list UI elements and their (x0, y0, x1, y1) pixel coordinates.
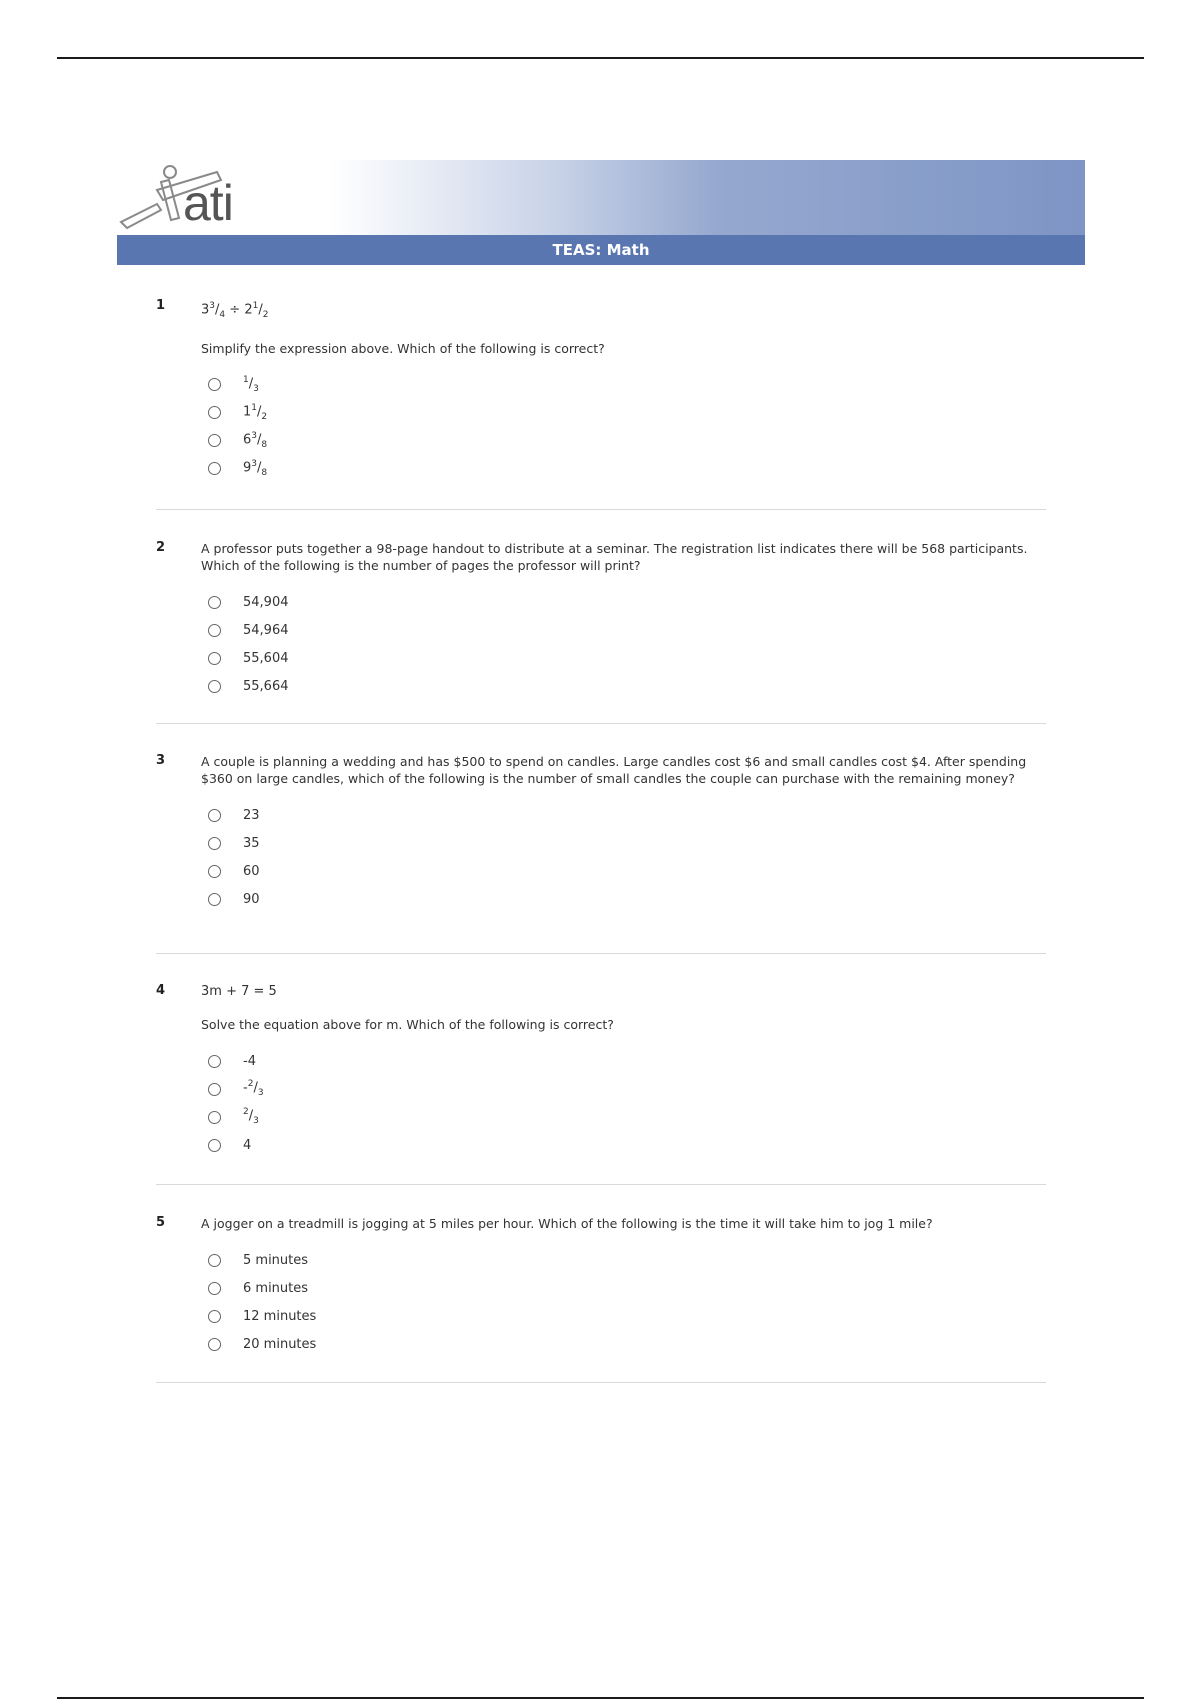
answer-option[interactable] (201, 1246, 1046, 1274)
radio-button[interactable] (208, 1338, 221, 1351)
question-number: 3 (156, 753, 166, 768)
option-label: 23 (243, 807, 260, 823)
answer-option[interactable] (201, 1274, 1046, 1302)
option-label: 5 minutes (243, 1252, 309, 1268)
option-label: 35 (243, 835, 260, 851)
option-label: 55,604 (243, 650, 289, 666)
option-label: 6 minutes (243, 1280, 309, 1296)
answer-option[interactable] (201, 1047, 1046, 1075)
option-label: $^1/_3$ (243, 374, 259, 394)
option-label: $6^3/_8$ (243, 430, 268, 450)
ati-banner (117, 160, 1085, 235)
question-number: 1 (156, 298, 166, 313)
answer-option[interactable] (201, 857, 1046, 885)
option-label: $1^1/_2$ (243, 402, 268, 422)
option-label: 55,664 (243, 678, 289, 694)
option-label: 60 (243, 863, 260, 879)
answer-option[interactable] (201, 672, 1046, 700)
bottom-rule (57, 1697, 1144, 1699)
radio-button[interactable] (208, 378, 221, 391)
answer-option[interactable] (201, 371, 1046, 399)
radio-button[interactable] (208, 865, 221, 878)
answer-option[interactable] (201, 427, 1046, 455)
question-divider (156, 1382, 1046, 1383)
option-label: 12 minutes (243, 1308, 317, 1324)
question-number: 2 (156, 540, 166, 555)
radio-button[interactable] (208, 893, 221, 906)
question-expression: $3^3/_4 \div 2^1/_2$ (201, 301, 269, 320)
option-label: $-^2/_3$ (243, 1079, 264, 1098)
radio-button[interactable] (208, 624, 221, 637)
question-text: Simplify the expression above. Which of the following is correct? (201, 340, 605, 356)
page-title: TEAS: Math (117, 235, 1085, 265)
option-label: $9^3/_8$ (243, 458, 268, 478)
option-label: 54,964 (243, 622, 289, 638)
radio-button[interactable] (208, 1310, 221, 1323)
radio-button[interactable] (208, 462, 221, 475)
radio-button[interactable] (208, 1111, 221, 1124)
question-number: 5 (156, 1215, 166, 1230)
answer-option[interactable] (201, 1075, 1046, 1103)
answer-option[interactable] (201, 801, 1046, 829)
answer-option[interactable] (201, 616, 1046, 644)
top-rule (57, 57, 1144, 59)
radio-button[interactable] (208, 596, 221, 609)
option-label: -4 (243, 1053, 256, 1069)
radio-button[interactable] (208, 1282, 221, 1295)
radio-button[interactable] (208, 809, 221, 822)
radio-button[interactable] (208, 1083, 221, 1096)
question-divider (156, 509, 1046, 510)
answer-option[interactable] (201, 399, 1046, 427)
radio-button[interactable] (208, 652, 221, 665)
radio-button[interactable] (208, 1055, 221, 1068)
radio-button[interactable] (208, 434, 221, 447)
answer-option[interactable] (201, 829, 1046, 857)
question-expression: 3m + 7 = 5 (201, 984, 277, 999)
question-number: 4 (156, 983, 166, 998)
question-text: A professor puts together a 98-page handout to distribute at a seminar. The registration list indicates there will be 568 participants. Which of the following is the number of pages the professor will print? (201, 541, 1028, 573)
answer-option[interactable] (201, 455, 1046, 483)
option-label: 20 minutes (243, 1336, 317, 1352)
question-text: Solve the equation above for m. Which of the following is correct? (201, 1017, 614, 1032)
option-label: 54,904 (243, 594, 289, 610)
option-label: 4 (243, 1137, 252, 1153)
question-divider (156, 953, 1046, 954)
ati-logo-text: ati (183, 175, 233, 231)
answer-option[interactable] (201, 1103, 1046, 1131)
question-divider (156, 723, 1046, 724)
radio-button[interactable] (208, 680, 221, 693)
question-text: A couple is planning a wedding and has $500 to spend on candles. Large candles cost $6 and small candles cost $4. After spending $360 on large candles, which of the following is the number of small candles the couple can purchase with the remaining money? (201, 754, 1027, 786)
option-label: 90 (243, 891, 260, 907)
answer-option[interactable] (201, 588, 1046, 616)
question-divider (156, 1184, 1046, 1185)
question-text: A jogger on a treadmill is jogging at 5 miles per hour. Which of the following is the time it will take him to jog 1 mile? (201, 1216, 933, 1231)
radio-button[interactable] (208, 837, 221, 850)
radio-button[interactable] (208, 406, 221, 419)
answer-option[interactable] (201, 1302, 1046, 1330)
answer-option[interactable] (201, 1131, 1046, 1159)
radio-button[interactable] (208, 1254, 221, 1267)
answer-option[interactable] (201, 644, 1046, 672)
radio-button[interactable] (208, 1139, 221, 1152)
option-label: $^2/_3$ (243, 1107, 259, 1126)
answer-option[interactable] (201, 1330, 1046, 1358)
answer-option[interactable] (201, 885, 1046, 913)
